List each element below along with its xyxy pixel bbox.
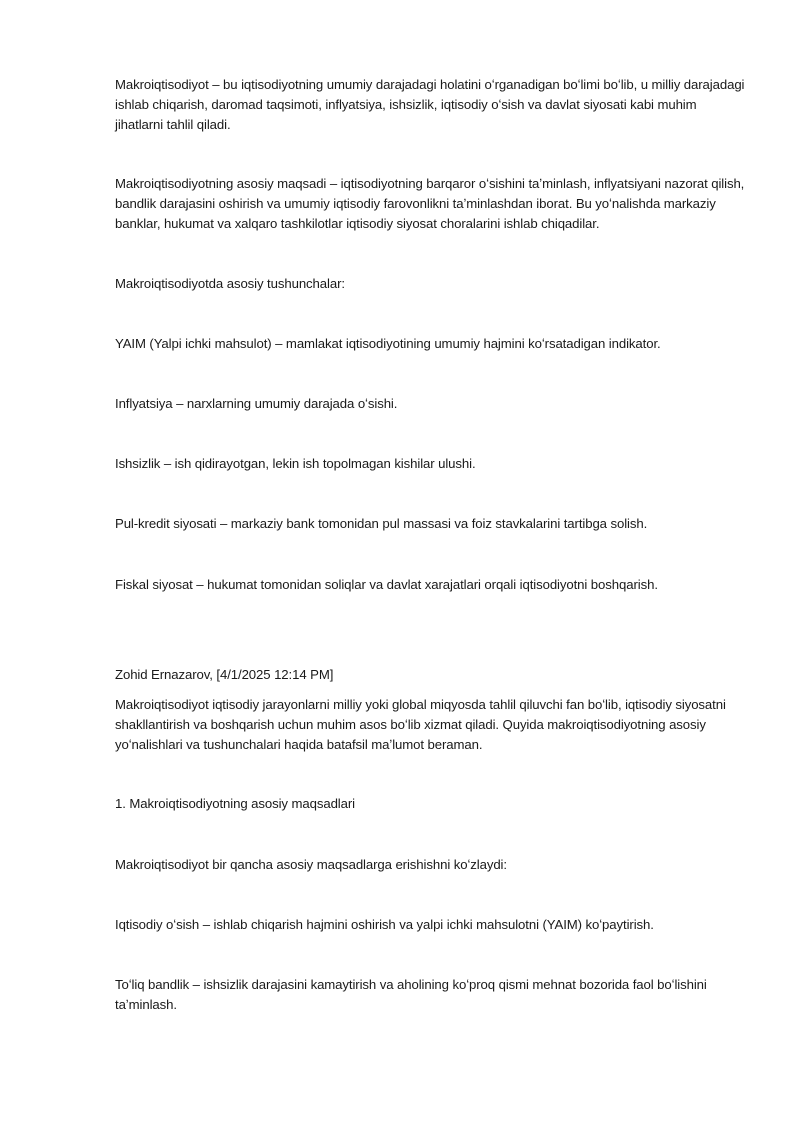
fiscal-policy-definition: Fiskal siyosat – hukumat tomonidan soliqlar va davlat xarajatlari orqali iqtisodiyotni boshqarish. [115,577,658,592]
message-body-paragraph: Makroiqtisodiyot iqtisodiy jarayonlarni milliy yoki global miqyosda tahlil qiluvchi fan boʻlib, iqtisodiy siyosatni shakllantirish va boshqarish uchun muhim asos boʻlib xizmat qiladi. Quyida makroiqtisodiyotning asosiy yoʻnalishlari va tushunchalari haqida batafsil maʼlumot beraman. [115,697,726,752]
unemployment-definition: Ishsizlik – ish qidirayotgan, lekin ish topolmagan kishilar ulushi. [115,456,476,471]
inflation-definition: Inflyatsiya – narxlarning umumiy darajada oʻsishi. [115,396,398,411]
economic-growth-item: Iqtisodiy oʻsish – ishlab chiqarish hajmini oshirish va yalpi ichki mahsulotni (YAIM) koʻpaytirish. [115,917,654,932]
gdp-definition: YAIM (Yalpi ichki mahsulot) – mamlakat iqtisodiyotining umumiy hajmini koʻrsatadigan indikator. [115,336,661,351]
concepts-heading: Makroiqtisodiyotda asosiy tushunchalar: [115,276,345,291]
monetary-policy-definition: Pul-kredit siyosati – markaziy bank tomonidan pul massasi va foiz stavkalarini tartibga solish. [115,516,648,531]
section-heading-goals: 1. Makroiqtisodiyotning asosiy maqsadlari [115,796,355,811]
goals-intro-paragraph: Makroiqtisodiyot bir qancha asosiy maqsadlarga erishishni koʻzlaydi: [115,857,507,872]
full-employment-item: Toʻliq bandlik – ishsizlik darajasini kamaytirish va aholining koʻproq qismi mehnat bozorida faol boʻlishini taʼminlash. [115,977,707,1012]
message-author-timestamp: Zohid Ernazarov, [4/1/2025 12:14 PM] [115,667,334,682]
intro-paragraph: Makroiqtisodiyot – bu iqtisodiyotning umumiy darajadagi holatini oʻrganadigan boʻlimi boʻlib, u milliy darajadagi ishlab chiqarish, daromad taqsimoti, inflyatsiya, ishsizlik, iqtisodiy oʻsish va davlat siyosati kabi muhim jihatlarni tahlil qiladi. [115,77,745,132]
goal-paragraph: Makroiqtisodiyotning asosiy maqsadi – iqtisodiyotning barqaror oʻsishini taʼminlash, inflyatsiyani nazorat qilish, bandlik darajasini oshirish va umumiy iqtisodiy farovonlikni taʼminlashdan iborat. Bu yoʻnalishda markaziy banklar, hukumat va xalqaro tashkilotlar iqtisodiy siyosat choralarini ishlab chiqadilar. [115,176,745,231]
